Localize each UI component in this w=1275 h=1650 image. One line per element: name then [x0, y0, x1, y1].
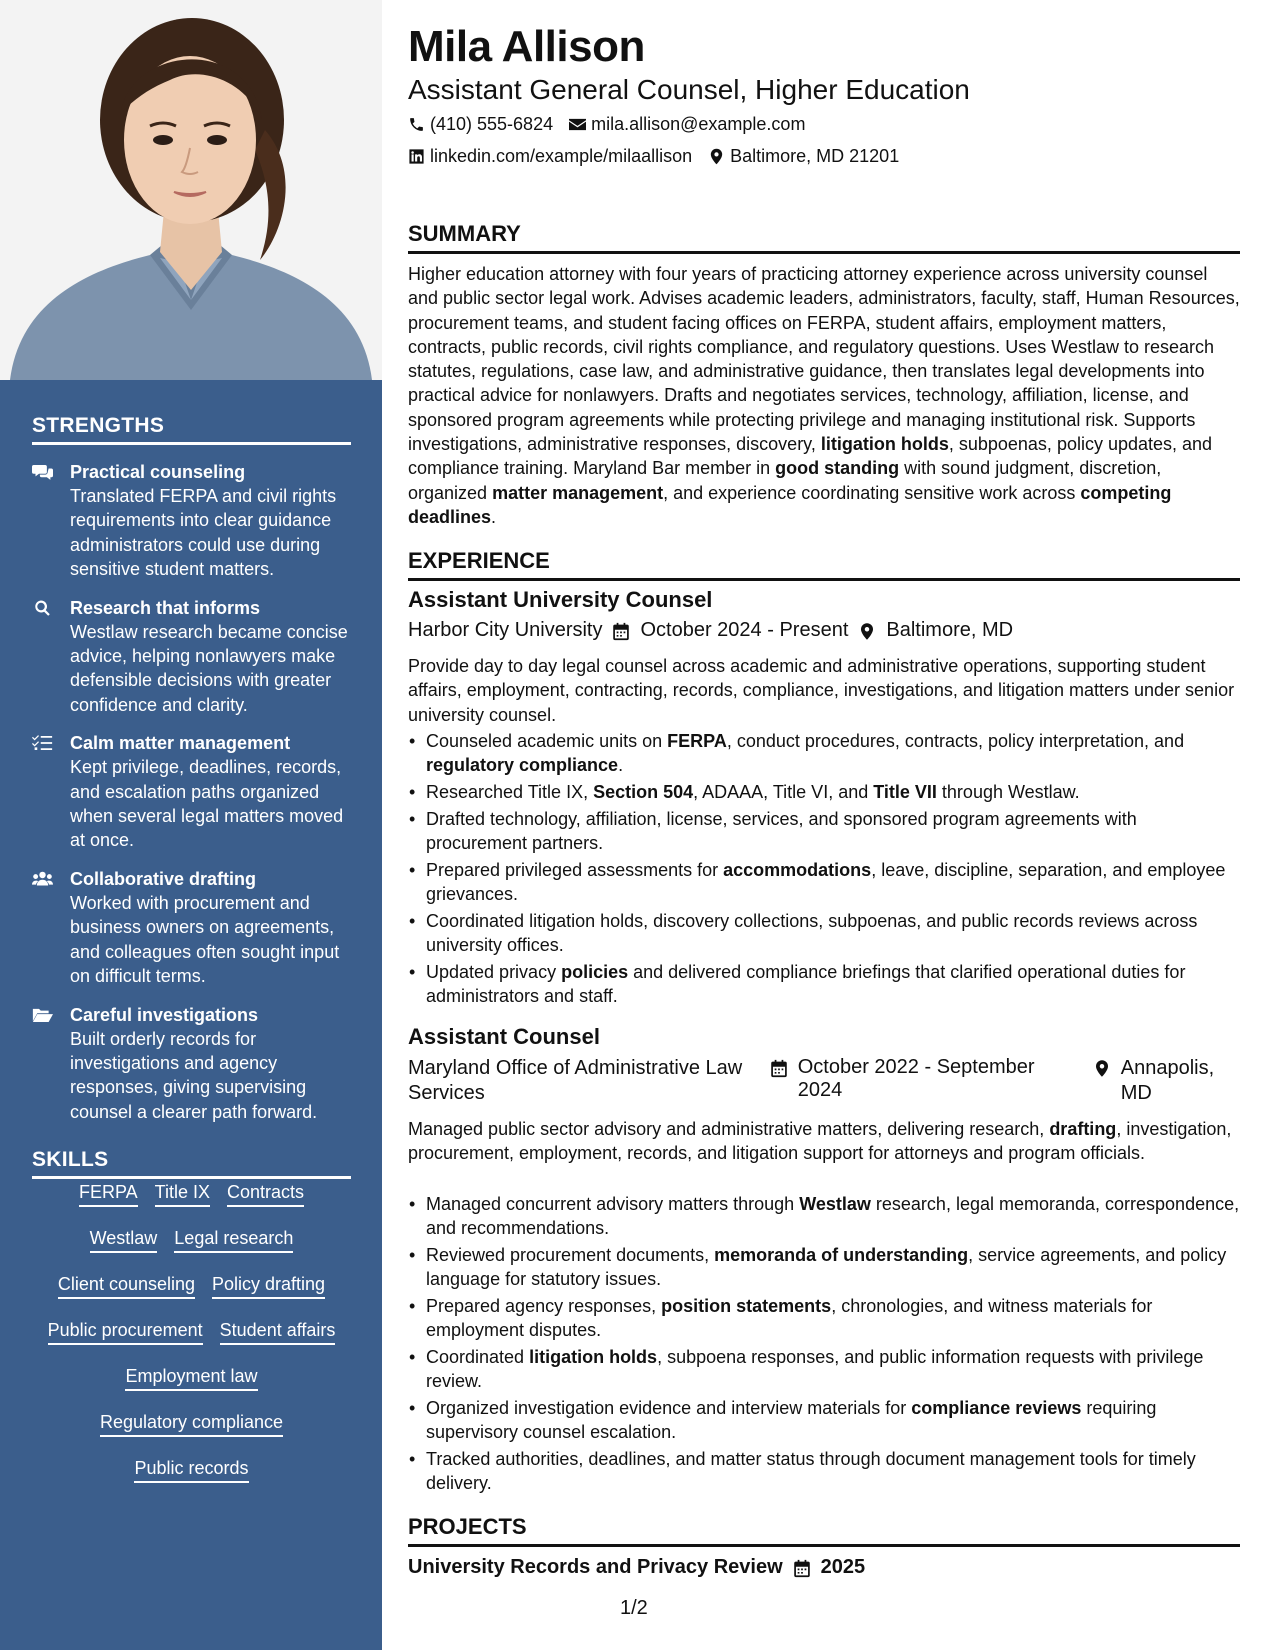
email-link[interactable]: mila.allison@example.com [591, 114, 806, 134]
strength-title: Research that informs [70, 597, 261, 618]
skill-tag: Public procurement [48, 1318, 203, 1345]
job-company: Maryland Office of Administrative Law Services [408, 1057, 743, 1104]
bullet-item: • Tracked authorities, deadlines, and matter status through document management tools for timely delivery. [408, 1447, 1240, 1496]
bullet-item: • Updated privacy policies and delivered compliance briefings that clarified operational duties for administrators and staff. [408, 960, 1240, 1009]
job-location: Baltimore, MD [886, 619, 1014, 641]
strength-title: Calm matter management [70, 733, 291, 754]
skill-row [32, 1180, 351, 1207]
skill-row [32, 1456, 351, 1483]
strengths-heading: STRENGTHS [32, 414, 351, 445]
sidebar-panel [0, 380, 382, 1650]
strength-item [32, 731, 362, 853]
strength-title: Practical counseling [70, 462, 246, 482]
profile-photo [0, 0, 382, 380]
linkedin-icon [408, 148, 425, 165]
strength-desc: Westlaw research became concise advice, helping nonlawyers make defensible decisions with greater confidence and clarity. [70, 621, 348, 715]
skill-row [32, 1272, 351, 1299]
job-title: Assistant University Counsel [408, 587, 713, 612]
strength-desc: Translated FERPA and civil rights requirements into clear guidance administrators could use during sensitive student matters. [70, 486, 337, 580]
bullet-item: • Drafted technology, affiliation, license, services, and sponsored program agreements with procurement partners. [408, 807, 1240, 856]
skill-tag: Client counseling [58, 1272, 195, 1299]
bullet-item: • Prepared privileged assessments for accommodations, leave, discipline, separation, and employee grievances. [408, 858, 1240, 907]
skill-tag: Regulatory compliance [100, 1410, 283, 1437]
skill-row [32, 1318, 351, 1345]
map-marker-icon [708, 148, 725, 165]
project-title: University Records and Privacy Review [408, 1556, 783, 1578]
summary-text: Higher education attorney with four years of practicing attorney experience across university counsel and public sector legal work. Advises academic leaders, administrators, faculty, staff, Human Resources, procurement teams, and student facing offices on FERPA, student affairs, employment matters, contracts, public records, civil rights compliance, and regulatory questions. Uses Westlaw to research statutes, regulations, case law, and administrative guidance, then translates legal developments into practical advice for nonlawyers. Drafts and negotiates services, technology, affiliation, license, and sponsored program agreements while protecting privilege and managing institutional risk. Supports investigations, administrative responses, discovery, litigation holds, subpoenas, policy updates, and compliance training. Maryland Bar member in good standing with sound judgment, discretion, organized matter management, and experience coordinating sensitive work across competing deadlines. [408, 264, 1240, 527]
skill-tag: Title IX [155, 1180, 210, 1207]
skill-tag: Employment law [125, 1364, 257, 1391]
skill-tag: Policy drafting [212, 1272, 325, 1299]
job-company: Harbor City University [408, 619, 603, 641]
job-bullets [408, 729, 1240, 1011]
skill-tag: Contracts [227, 1180, 304, 1207]
strength-desc: Worked with procurement and business owners on agreements, and colleagues often sought input on difficult terms. [70, 892, 340, 987]
phone-icon [408, 116, 425, 133]
skill-row [32, 1364, 351, 1391]
bullet-item: • Organized investigation evidence and interview materials for compliance reviews requiring supervisory counsel escalation. [408, 1396, 1240, 1445]
map-marker-icon [1093, 1059, 1111, 1078]
strength-item [32, 596, 362, 718]
users-icon [32, 867, 70, 989]
comments-icon [32, 460, 70, 582]
experience-heading: EXPERIENCE [408, 548, 1240, 581]
strength-item [32, 460, 362, 582]
strength-item [32, 1003, 362, 1125]
strength-desc: Kept privilege, deadlines, records, and escalation paths organized when several legal matters moved at once. [70, 757, 344, 851]
job-dates: October 2022 - September 2024 [797, 1056, 1035, 1101]
map-marker-icon [858, 622, 876, 641]
skill-tag: Public records [134, 1456, 248, 1483]
page-number: 1/2 [620, 1597, 648, 1619]
candidate-name: Mila Allison [408, 22, 645, 71]
strength-desc: Built orderly records for investigations and agency responses, giving supervising counsel a clearer path forward. [70, 1028, 318, 1122]
skill-tag: FERPA [79, 1180, 138, 1207]
skill-row [32, 1410, 351, 1437]
skill-tag: Legal research [174, 1226, 293, 1253]
phone-text: (410) 555-6824 [430, 114, 554, 134]
job-location: Annapolis, MD [1120, 1057, 1215, 1104]
bullet-item: • Reviewed procurement documents, memoranda of understanding, service agreements, and policy language for statutory issues. [408, 1243, 1240, 1292]
skill-tag: Student affairs [220, 1318, 336, 1345]
strengths-list [32, 460, 362, 1138]
search-icon [32, 596, 70, 718]
contact-row [408, 114, 805, 135]
linkedin-link[interactable]: linkedin.com/example/milaallison [430, 146, 693, 166]
skills-list [32, 1180, 351, 1502]
location-text: Baltimore, MD 21201 [730, 146, 900, 166]
project-year: 2025 [820, 1556, 866, 1578]
calendar-icon [793, 1559, 811, 1578]
job-intro: Provide day to day legal counsel across academic and administrative operations, supporting student affairs, employment, contracting, records, compliance, investigations, and litigation matters under senior university counsel. [408, 656, 1235, 725]
job-intro: Managed public sector advisory and administrative matters, delivering research, drafting, investigation, procurement, employment, records, and litigation support for attorneys and program officials. [408, 1119, 1232, 1164]
job-meta [408, 1056, 1240, 1106]
bullet-item: • Researched Title IX, Section 504, ADAAA, Title VI, and Title VII through Westlaw. [408, 780, 1240, 804]
contact-row [408, 146, 899, 167]
envelope-icon [569, 116, 586, 133]
bullet-item: • Managed concurrent advisory matters through Westlaw research, legal memoranda, correspondence, and recommendations. [408, 1192, 1240, 1241]
project-item [408, 1556, 1240, 1579]
job-meta [408, 619, 1240, 642]
skills-heading: SKILLS [32, 1148, 351, 1179]
bullet-item: • Coordinated litigation holds, discovery collections, subpoenas, and public records reviews across university offices. [408, 909, 1240, 958]
skill-tag: Westlaw [90, 1226, 158, 1253]
strength-title: Collaborative drafting [70, 868, 257, 889]
summary-heading: SUMMARY [408, 221, 1240, 254]
strength-item [32, 867, 362, 989]
sidebar [0, 0, 382, 1650]
list-check-icon [32, 731, 70, 853]
bullet-item: • Coordinated litigation holds, subpoena responses, and public information requests with privilege review. [408, 1345, 1240, 1394]
job-title: Assistant Counsel [408, 1024, 600, 1049]
projects-heading: PROJECTS [408, 1514, 1240, 1547]
calendar-icon [612, 622, 630, 641]
candidate-role: Assistant General Counsel, Higher Education [408, 74, 970, 105]
folder-open-icon [32, 1003, 70, 1125]
strength-title: Careful investigations [70, 1004, 259, 1025]
skill-row [32, 1226, 351, 1253]
bullet-item: • Counseled academic units on FERPA, conduct procedures, contracts, policy interpretation, and regulatory compliance. [408, 729, 1240, 778]
bullet-item: • Prepared agency responses, position statements, chronologies, and witness materials for employment disputes. [408, 1294, 1240, 1343]
job-dates: October 2024 - Present [640, 619, 849, 641]
job-bullets [408, 1192, 1240, 1498]
calendar-icon [770, 1059, 788, 1078]
